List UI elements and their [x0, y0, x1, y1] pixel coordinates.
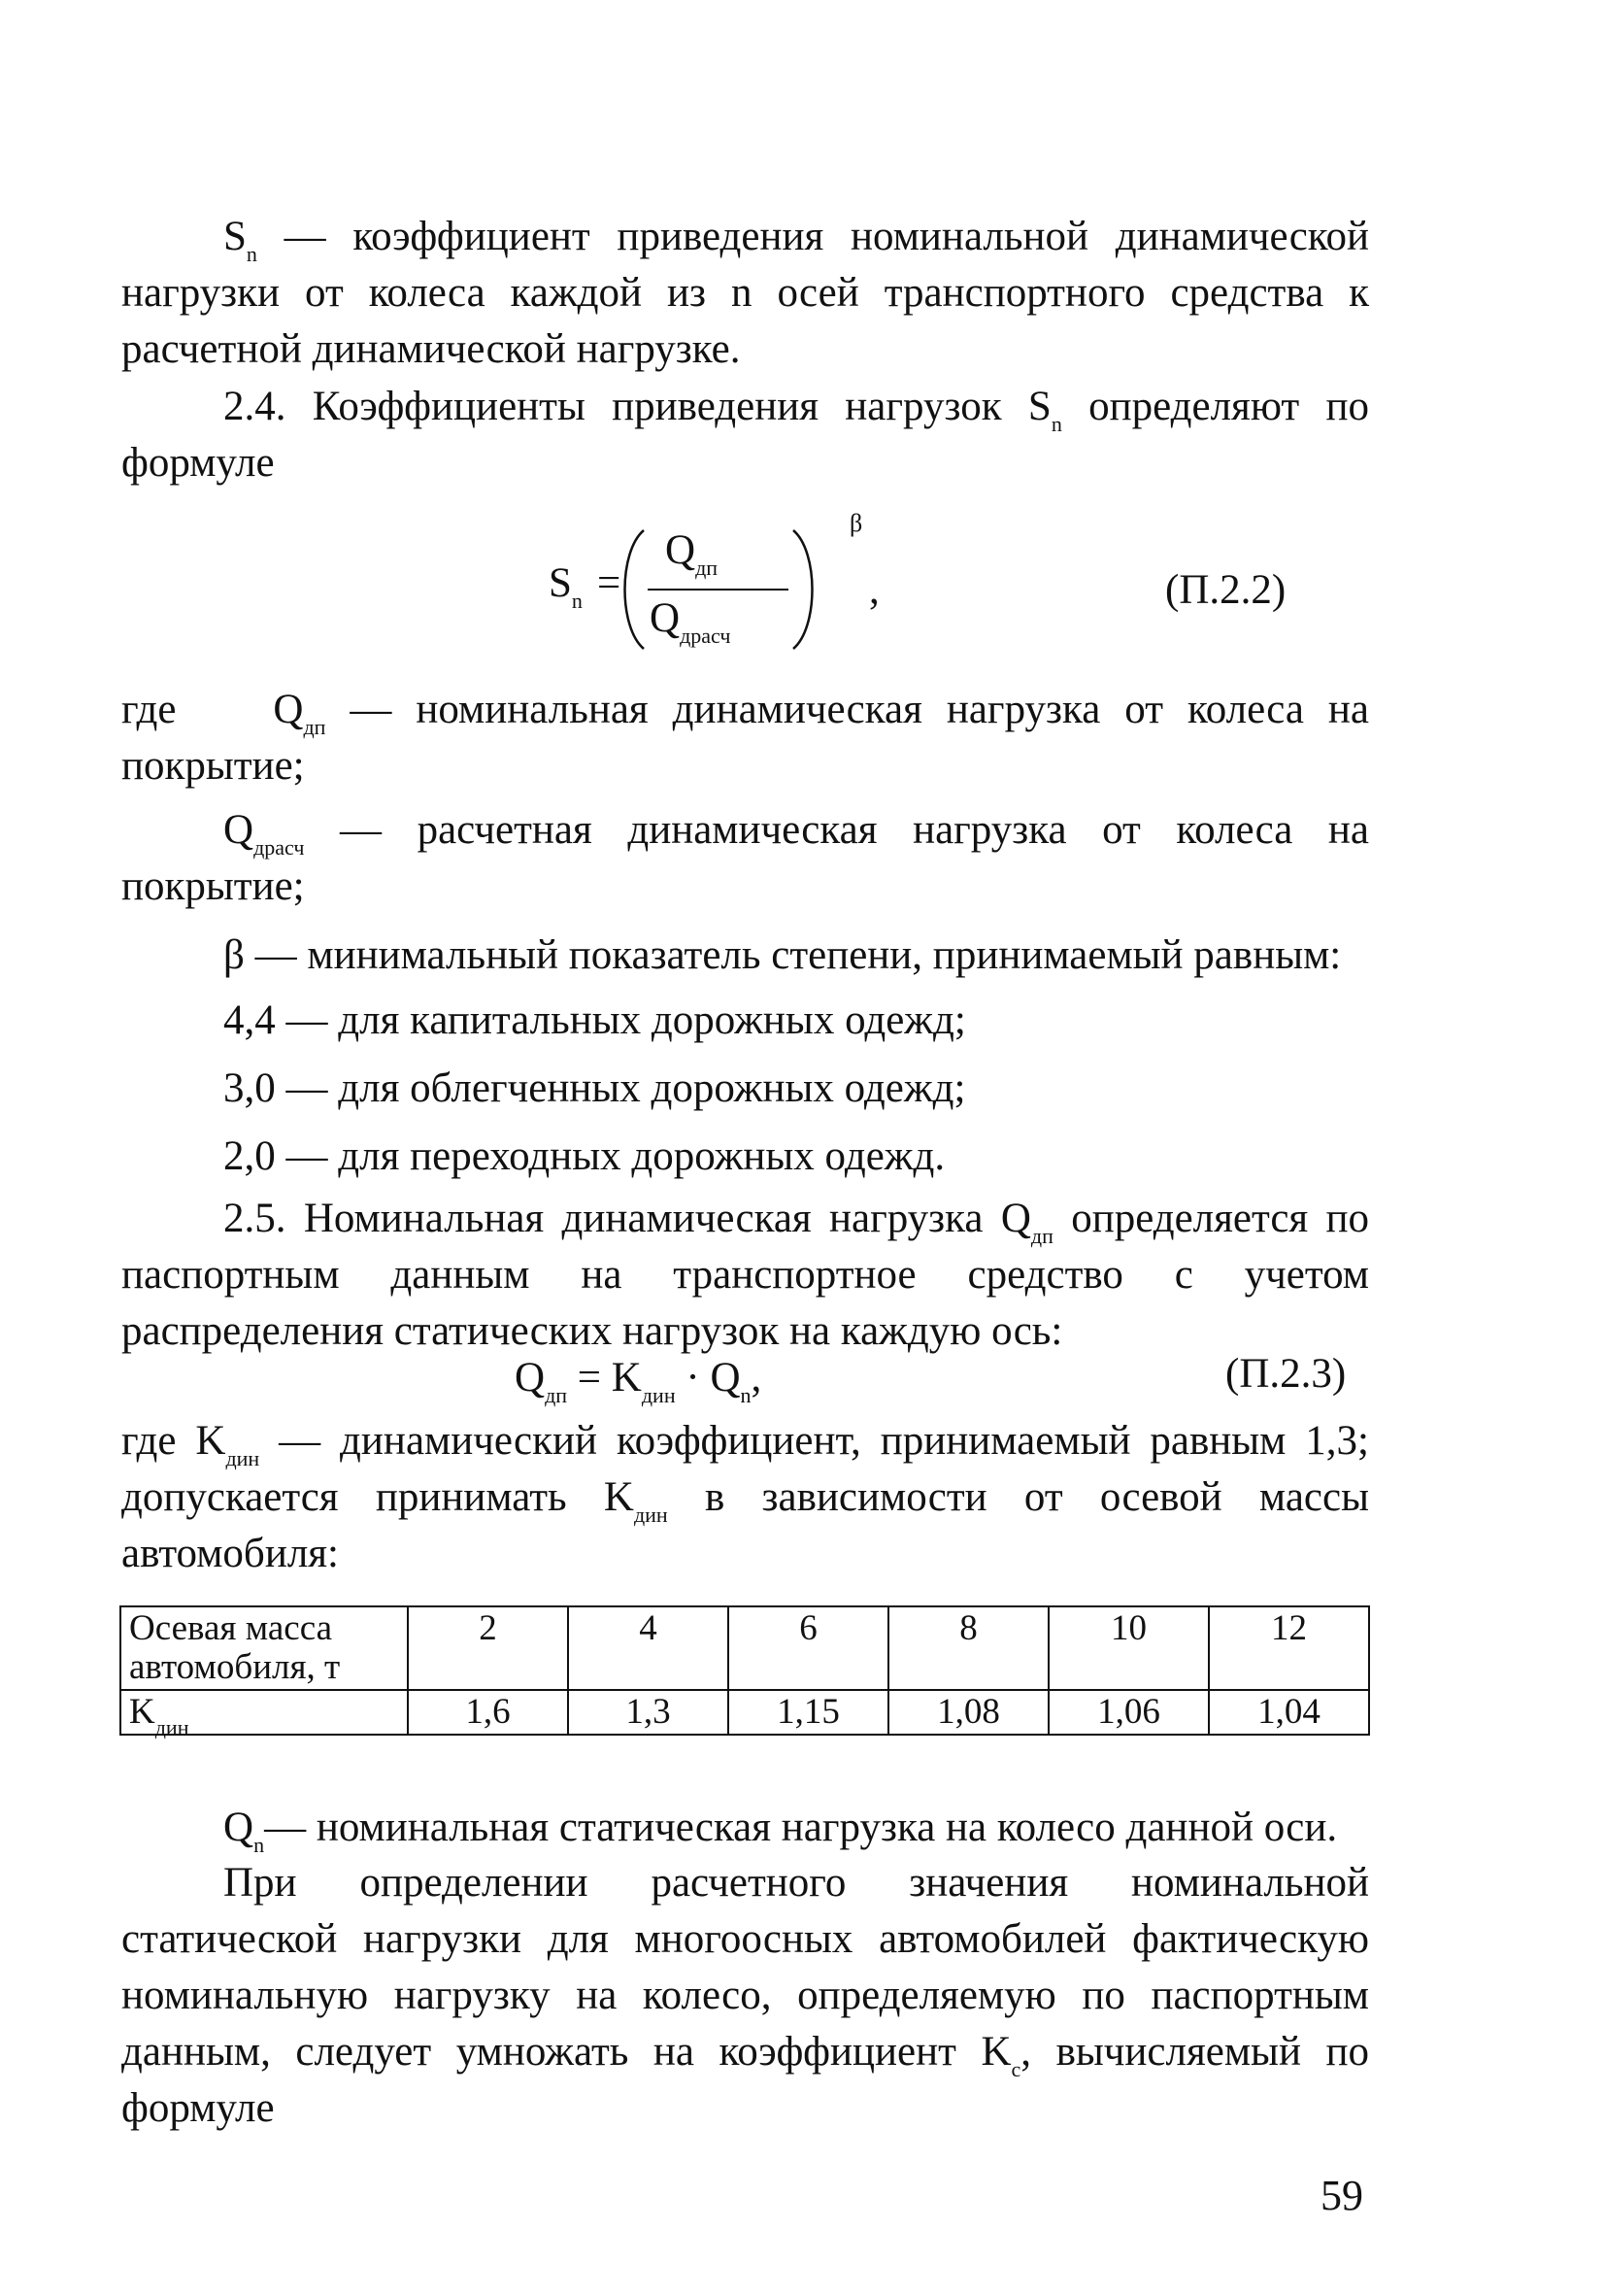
table-cell: 1,6: [408, 1690, 568, 1735]
table-cell: 1,15: [728, 1690, 888, 1735]
paragraph-text: 2.5. Номинальная динамическая нагрузка: [223, 1196, 984, 1241]
symbol-subscript: c: [1011, 2057, 1021, 2081]
symbol-s: S: [223, 214, 247, 259]
formula-p-2-3: $Q_{дп} = K_{дин} \cdot Q_n$,: [515, 1355, 762, 1407]
paragraph-2-5: [121, 1191, 1369, 1360]
symbol-subscript: n: [1051, 412, 1062, 436]
symbol-q: Q: [223, 807, 254, 853]
table-header-cell: $K_{дин}$: [120, 1690, 408, 1735]
table-cell: 4: [568, 1606, 728, 1690]
table-row: [120, 1690, 1369, 1735]
paragraph-k-din-definition: где $K_{дин}$ — динамический коэффициент, принимаемый равным 1,3; допускается принимать $K_{дин}$ в зависимости от осевой массы автомобиля:: [121, 1418, 1369, 1576]
formula-p-2-2: [529, 509, 918, 658]
paragraph-text: — номинальная динамическая нагрузка от колеса на покрытие;: [121, 687, 1370, 789]
paragraph-text: в зависимости от осевой массы автомобиля:: [121, 1474, 1369, 1576]
table-cell: 1,04: [1209, 1690, 1369, 1735]
paragraph-text: — номинальная статическая нагрузка на колесо данной оси.: [264, 1805, 1338, 1850]
symbol-k: K: [981, 2029, 1012, 2075]
equation-number-2-3: (П.2.3): [1225, 1351, 1347, 1397]
table-cell: 10: [1049, 1606, 1209, 1690]
paragraph-text: определяют по формуле: [121, 384, 1369, 486]
fraction-line: [648, 589, 788, 591]
formula-equals: =: [597, 560, 621, 606]
paragraph-q-dp-definition: где $Q_{дп}$ — номинальная динамическая нагрузка от колеса на покрытие;: [121, 687, 1370, 789]
symbol-q: Q: [273, 687, 304, 732]
symbol-subscript: дп: [1030, 1224, 1053, 1248]
table-header-cell: Осевая масса автомобиля, т: [120, 1606, 408, 1690]
list-item: 3,0 — для облегченных дорожных одежд;: [223, 1065, 966, 1111]
table-cell: 6: [728, 1606, 888, 1690]
paragraph-text: определяется по паспортным данным на транспортное средство с учетом распределения статических нагрузок на каждую ось:: [121, 1196, 1370, 1354]
k-din-table: [119, 1605, 1370, 1739]
table-cell: 1,06: [1049, 1690, 1209, 1735]
paragraph-text: , вычисляемый по формуле: [121, 2029, 1370, 2131]
symbol-subscript: дп: [303, 715, 326, 739]
paragraph-text: — расчетная динамическая нагрузка от колеса на покрытие;: [121, 807, 1370, 909]
symbol-q: Q: [1000, 1196, 1031, 1241]
paragraph-text: — динамический коэффициент, принимаемый равным 1,3; допускается принимать: [121, 1418, 1369, 1520]
paragraph-sn-definition: [121, 209, 1369, 378]
paragraph-text: 2.4. Коэффициенты приведения нагрузок: [223, 384, 1002, 429]
table-cell: 2: [408, 1606, 568, 1690]
formula-numerator: $Q_{дп}$: [665, 527, 719, 580]
symbol-q: Q: [223, 1805, 254, 1850]
paragraph-text: При определении расчетного значения номинальной статической нагрузки для многоосных автомобилей фактическую номинальную нагрузку на колесо, определяемую по паспортным данным, следует умножать на коэффициент: [121, 1860, 1369, 2075]
formula-comma: ,: [869, 567, 880, 613]
symbol-subscript: дин: [225, 1446, 260, 1470]
paragraph-multi-axle: [121, 1855, 1369, 2137]
symbol-subscript: драсч: [253, 835, 305, 860]
paragraph-beta-definition: β — минимальный показатель степени, принимаемый равным:: [223, 932, 1342, 978]
table-row: [120, 1606, 1369, 1690]
formula-exponent: β: [850, 509, 863, 537]
table-cell: 12: [1209, 1606, 1369, 1690]
paragraph-text: — коэффициент приведения номинальной динамической нагрузки от колеса каждой из: [121, 214, 1370, 316]
formula-lhs: $S_n$: [549, 560, 583, 613]
list-item: 4,4 — для капитальных дорожных одежд;: [223, 997, 966, 1043]
page-number: 59: [1321, 2172, 1363, 2219]
symbol-subscript: дин: [633, 1503, 668, 1527]
symbol-subscript: n: [253, 1833, 265, 1857]
formula-denominator: $Q_{драсч}$: [650, 595, 731, 648]
paragraph-2-4: [121, 379, 1369, 491]
symbol-subscript: n: [246, 242, 257, 266]
equation-number-2-2: (П.2.2): [1165, 567, 1287, 613]
paragraph-qn-definition: [223, 1800, 1337, 1856]
table-cell: 1,3: [568, 1690, 728, 1735]
symbol-k: K: [603, 1474, 634, 1520]
paragraph-text: осей транспортного средства к расчетной динамической нагрузке.: [121, 270, 1370, 372]
paragraph-q-drasch-definition: [121, 802, 1369, 915]
table-cell: 8: [888, 1606, 1049, 1690]
symbol-s: S: [1027, 384, 1052, 429]
symbol-k: K: [195, 1418, 226, 1464]
table-cell: 1,08: [888, 1690, 1049, 1735]
symbol-n: n: [730, 270, 752, 316]
list-item: 2,0 — для переходных дорожных одежд.: [223, 1133, 946, 1179]
